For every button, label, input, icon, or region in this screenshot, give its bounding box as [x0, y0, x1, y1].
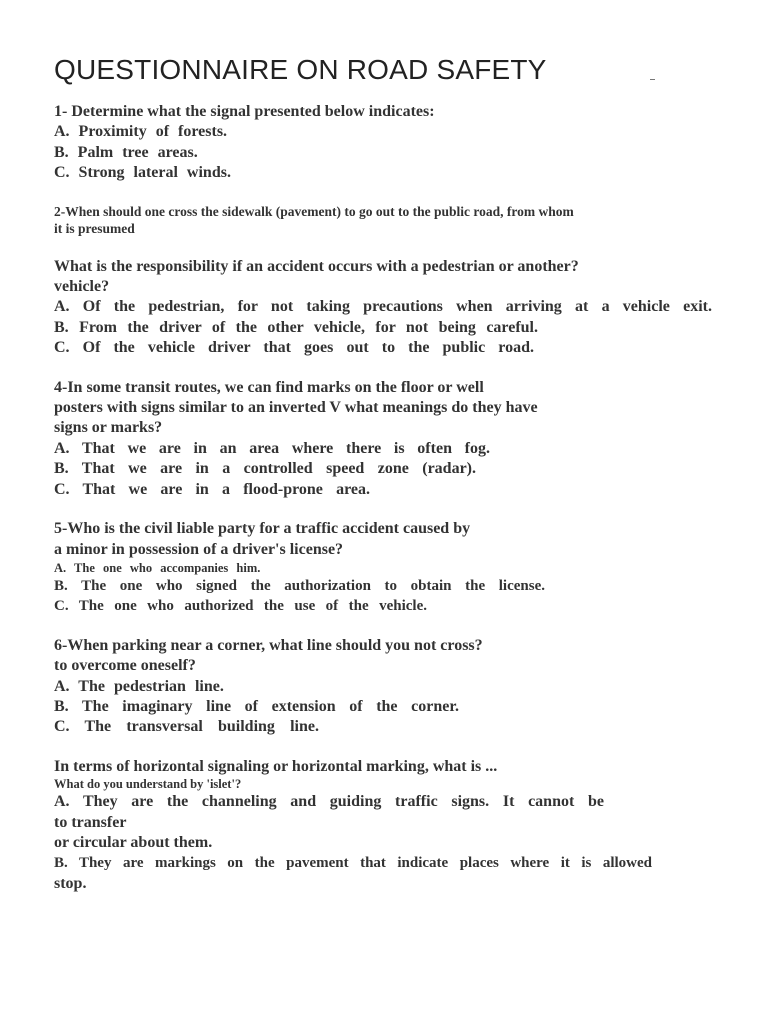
- question-1-option-c: C. Strong lateral winds.: [54, 164, 231, 182]
- question-4-text-line-1: 4-In some transit routes, we can find marks on the floor or well: [54, 378, 484, 396]
- question-7-option-a-line-2: to transfer: [54, 813, 127, 831]
- question-1-option-b: B. Palm tree areas.: [54, 143, 198, 161]
- question-2-text-line-1: 2-When should one cross the sidewalk (pavement) to go out to the public road, from whom: [54, 203, 574, 219]
- question-4-text-line-3: signs or marks?: [54, 419, 163, 437]
- question-4-option-c: C. That we are in a flood-prone area.: [54, 480, 370, 498]
- question-6-option-c: C. The transversal building line.: [54, 718, 319, 736]
- question-1: [54, 102, 714, 184]
- question-4: [54, 378, 714, 500]
- question-1-text: 1- Determine what the signal presented below indicates:: [54, 103, 435, 120]
- question-6-text-line-2: to overcome oneself?: [54, 657, 196, 675]
- question-5: [54, 519, 714, 617]
- question-6-option-a: A. The pedestrian line.: [54, 677, 224, 695]
- question-1-option-a: A. Proximity of forests.: [54, 123, 228, 141]
- question-5-option-a: A. The one who accompanies him.: [54, 560, 261, 575]
- question-2-option-c: C. Of the vehicle driver that goes out to the public road.: [54, 339, 534, 357]
- question-6-option-b: B. The imaginary line of extension of the corner.: [54, 697, 459, 715]
- question-5-text-line-1: 5-Who is the civil liable party for a traffic accident caused by: [54, 520, 471, 538]
- question-7-option-b-line-1: B. They are markings on the pavement that indicate places where it is allowed: [54, 855, 652, 872]
- question-7-option-b-line-2: stop.: [54, 874, 87, 892]
- question-5-option-c: C. The one who authorized the use of the vehicle.: [54, 598, 427, 615]
- question-5-option-b: B. The one who signed the authorization to obtain the license.: [54, 577, 545, 594]
- document-page: [54, 52, 714, 894]
- question-2-text-line-2: it is presumed: [54, 220, 135, 236]
- question-4-option-a: A. That we are in an area where there is often fog.: [54, 439, 490, 457]
- question-7-option-a-line-1: A. They are the channeling and guiding traffic signs. It cannot be: [54, 793, 604, 811]
- question-6-text-line-1: 6-When parking near a corner, what line should you not cross?: [54, 636, 483, 654]
- question-7: [54, 757, 714, 894]
- question-7-text-line-2: What do you understand by 'islet'?: [54, 777, 242, 792]
- question-5-text-line-2: a minor in possession of a driver's license?: [54, 540, 344, 558]
- question-7-option-a-line-3: or circular about them.: [54, 833, 213, 851]
- question-2-option-a: A. Of the pedestrian, for not taking precautions when arriving at a vehicle exit.: [54, 298, 712, 316]
- page-title: QUESTIONNAIRE ON ROAD SAFETY: [54, 54, 547, 85]
- question-2-option-b: B. From the driver of the other vehicle, for not being careful.: [54, 318, 538, 336]
- question-2-text-line-4: vehicle?: [54, 278, 110, 296]
- question-2: [54, 203, 714, 359]
- question-2-text-line-3: What is the responsibility if an accident occurs with a pedestrian or another?: [54, 257, 579, 275]
- question-4-text-line-2: posters with signs similar to an inverted V what meanings do they have: [54, 399, 538, 417]
- question-6: [54, 636, 714, 738]
- question-7-text-line-1: In terms of horizontal signaling or horizontal marking, what is ...: [54, 757, 498, 775]
- question-4-option-b: B. That we are in a controlled speed zone (radar).: [54, 460, 476, 478]
